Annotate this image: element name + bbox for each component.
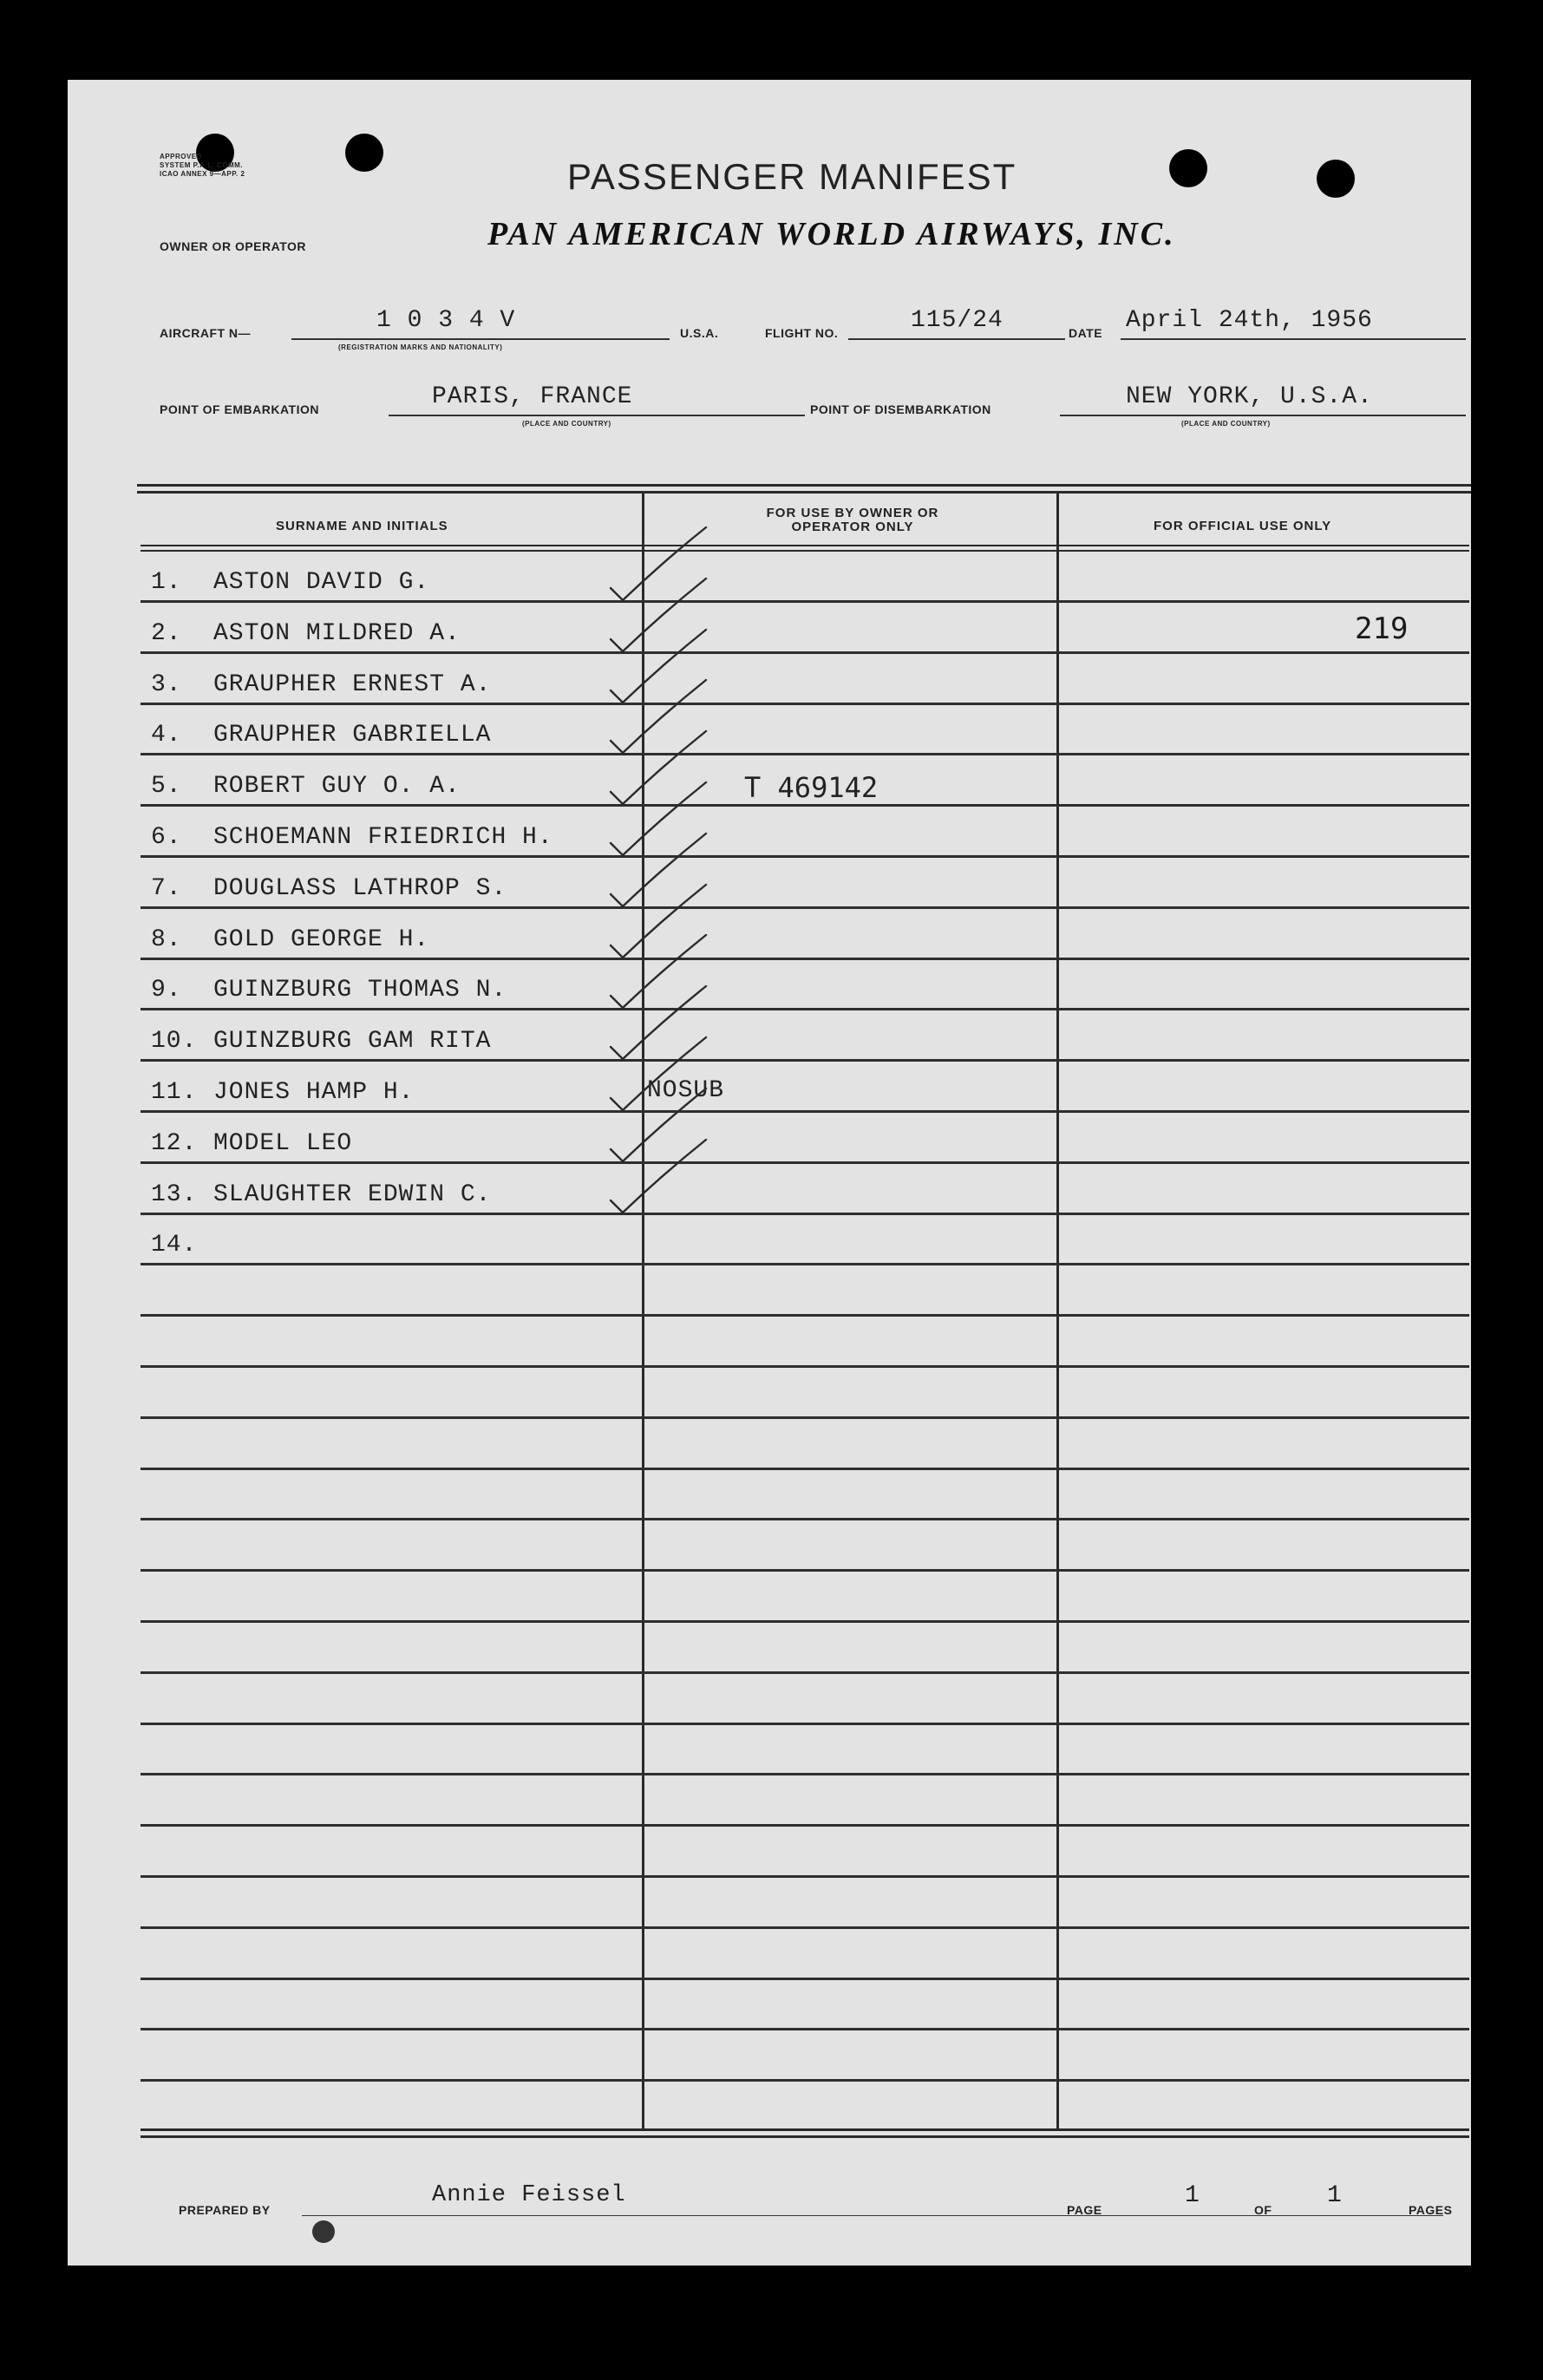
aircraft-label: AIRCRAFT N—	[160, 326, 252, 340]
row-number: 9.	[151, 977, 182, 1004]
embark-value: PARIS, FRANCE	[432, 383, 633, 410]
page-label: PAGE	[1067, 2203, 1102, 2217]
stamp-mark	[312, 2220, 335, 2243]
row-number: 2.	[151, 620, 182, 647]
approval-line: APPROVED	[160, 153, 202, 160]
passenger-name: DOUGLASS LATHROP S.	[213, 875, 507, 902]
of-label: OF	[1254, 2203, 1272, 2217]
passenger-name: GUINZBURG GAM RITA	[213, 1028, 492, 1055]
row-number: 5.	[151, 773, 182, 800]
company-name: PAN AMERICAN WORLD AIRWAYS, INC.	[487, 216, 1176, 252]
passenger-name: ASTON DAVID G.	[213, 569, 430, 596]
manifest-sheet	[68, 80, 1471, 2266]
owner-note: NOSUB	[647, 1077, 725, 1104]
disembark-label: POINT OF DISEMBARKATION	[810, 402, 991, 416]
of-value: 1	[1327, 2182, 1343, 2209]
pages-label: PAGES	[1409, 2203, 1453, 2217]
row-number: 7.	[151, 875, 182, 902]
check-mark	[611, 1140, 706, 1213]
disembark-value: NEW YORK, U.S.A.	[1126, 383, 1373, 410]
owner-note: T 469142	[744, 771, 879, 804]
passenger-name: GOLD GEORGE H.	[213, 926, 430, 953]
row-number: 14.	[151, 1232, 198, 1259]
passenger-name: GRAUPHER GABRIELLA	[213, 722, 492, 749]
passenger-name: GRAUPHER ERNEST A.	[213, 671, 492, 698]
approval-line: SYSTEM P.A.L. COMM.	[160, 161, 244, 169]
date-label: DATE	[1069, 326, 1103, 340]
disembark-caption: (PLACE AND COUNTRY)	[1181, 420, 1271, 428]
prepared-label: PREPARED BY	[179, 2203, 271, 2217]
page-value: 1	[1185, 2182, 1200, 2209]
row-number: 1.	[151, 569, 182, 596]
usa-label: U.S.A.	[680, 326, 719, 340]
passenger-name: MODEL LEO	[213, 1130, 353, 1157]
owner-label: OWNER OR OPERATOR	[160, 239, 306, 253]
aircraft-caption: (REGISTRATION MARKS AND NATIONALITY)	[338, 343, 503, 351]
check-marks	[68, 80, 1471, 2266]
row-number: 8.	[151, 926, 182, 953]
prepared-value: Annie Feissel	[432, 2182, 626, 2208]
column-header-owner: FOR USE BY OWNER OR OPERATOR ONLY	[766, 506, 939, 534]
row-number: 3.	[151, 671, 182, 698]
embark-caption: (PLACE AND COUNTRY)	[522, 420, 611, 428]
flight-value: 115/24	[911, 307, 1004, 334]
flight-label: FLIGHT NO.	[765, 326, 839, 340]
embark-label: POINT OF EMBARKATION	[160, 402, 319, 416]
passenger-name: SCHOEMANN FRIEDRICH H.	[213, 824, 553, 851]
row-number: 6.	[151, 824, 182, 851]
approval-line: ICAO ANNEX 9—APP. 2	[160, 170, 245, 178]
column-header-official: FOR OFFICIAL USE ONLY	[1154, 519, 1332, 533]
passenger-name: SLAUGHTER EDWIN C.	[213, 1181, 492, 1208]
official-number: 219	[1355, 611, 1409, 646]
row-number: 4.	[151, 722, 182, 749]
page-title: PASSENGER MANIFEST	[567, 156, 1017, 197]
row-number: 10.	[151, 1028, 198, 1055]
passenger-name: JONES HAMP H.	[213, 1079, 415, 1106]
column-header-surname: SURNAME AND INITIALS	[276, 519, 448, 533]
passenger-name: GUINZBURG THOMAS N.	[213, 977, 507, 1004]
row-number: 12.	[151, 1130, 198, 1157]
row-number: 13.	[151, 1181, 198, 1208]
passenger-name: ROBERT GUY O. A.	[213, 773, 461, 800]
date-value: April 24th, 1956	[1126, 307, 1373, 334]
aircraft-value: 1 0 3 4 V	[376, 307, 516, 334]
passenger-name: ASTON MILDRED A.	[213, 620, 461, 647]
row-number: 11.	[151, 1079, 198, 1106]
